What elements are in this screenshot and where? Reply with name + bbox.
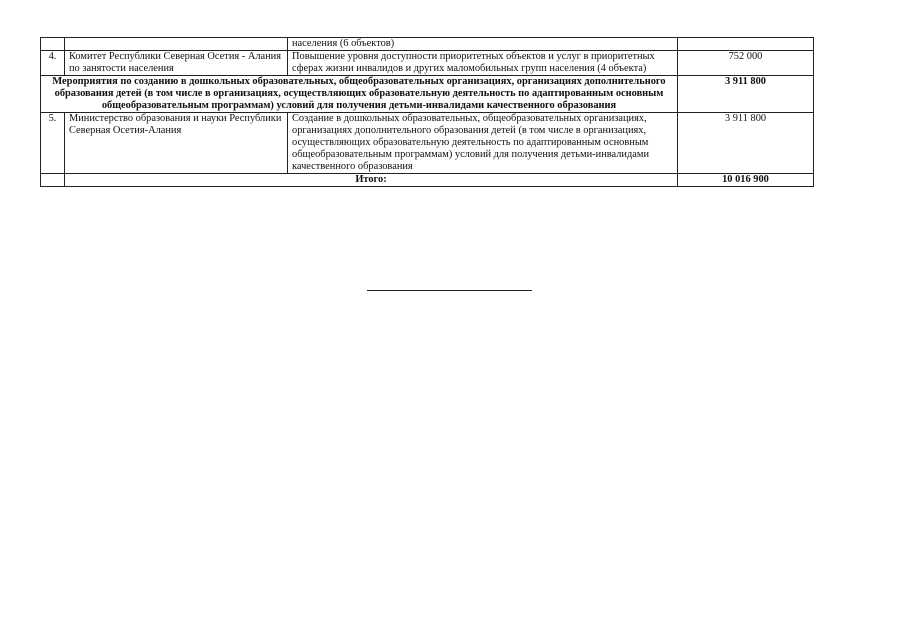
row-number-cell: 5. [41,113,65,174]
description-cell: населения (6 объектов) [288,38,678,51]
total-blank-cell [41,174,65,187]
funding-table [40,37,814,187]
section-subtotal: 3 911 800 [678,76,814,113]
organization-cell: Министерство образования и науки Республики Северная Осетия-Алания [65,113,288,174]
row-number-cell: 4. [41,51,65,76]
amount-cell: 3 911 800 [678,113,814,174]
table-row-5 [41,113,814,174]
description-cell: Создание в дошкольных образовательных, общеобразовательных организациях, организациях дополнительного образования детей (в том числе в организациях, осуществляющих образовательную деятельность по адаптированным основным общеобразовательным программам) условий для получения детьми-инвалидами качественного образования [288,113,678,174]
organization-cell: Комитет Республики Северная Осетия - Алания по занятости населения [65,51,288,76]
total-row [41,174,814,187]
end-divider-line [367,290,532,291]
description-cell: Повышение уровня доступности приоритетных объектов и услуг в приоритетных сферах жизни инвалидов и других маломобильных групп населения (4 объекта) [288,51,678,76]
total-label: Итого: [65,174,678,187]
section-title: Мероприятия по созданию в дошкольных образовательных, общеобразовательных организациях, организациях дополнительного образования детей (в том числе в организациях, осуществляющих образовательную деятельность по адаптированным основным общеобразовательным программам) условий для получения детьми-инвалидами качественного образования [41,76,678,113]
amount-cell: 752 000 [678,51,814,76]
total-amount: 10 016 900 [678,174,814,187]
row-number-cell [41,38,65,51]
table-row-4 [41,51,814,76]
table-row-continuation [41,38,814,51]
section-header-row [41,76,814,113]
organization-cell [65,38,288,51]
amount-cell [678,38,814,51]
